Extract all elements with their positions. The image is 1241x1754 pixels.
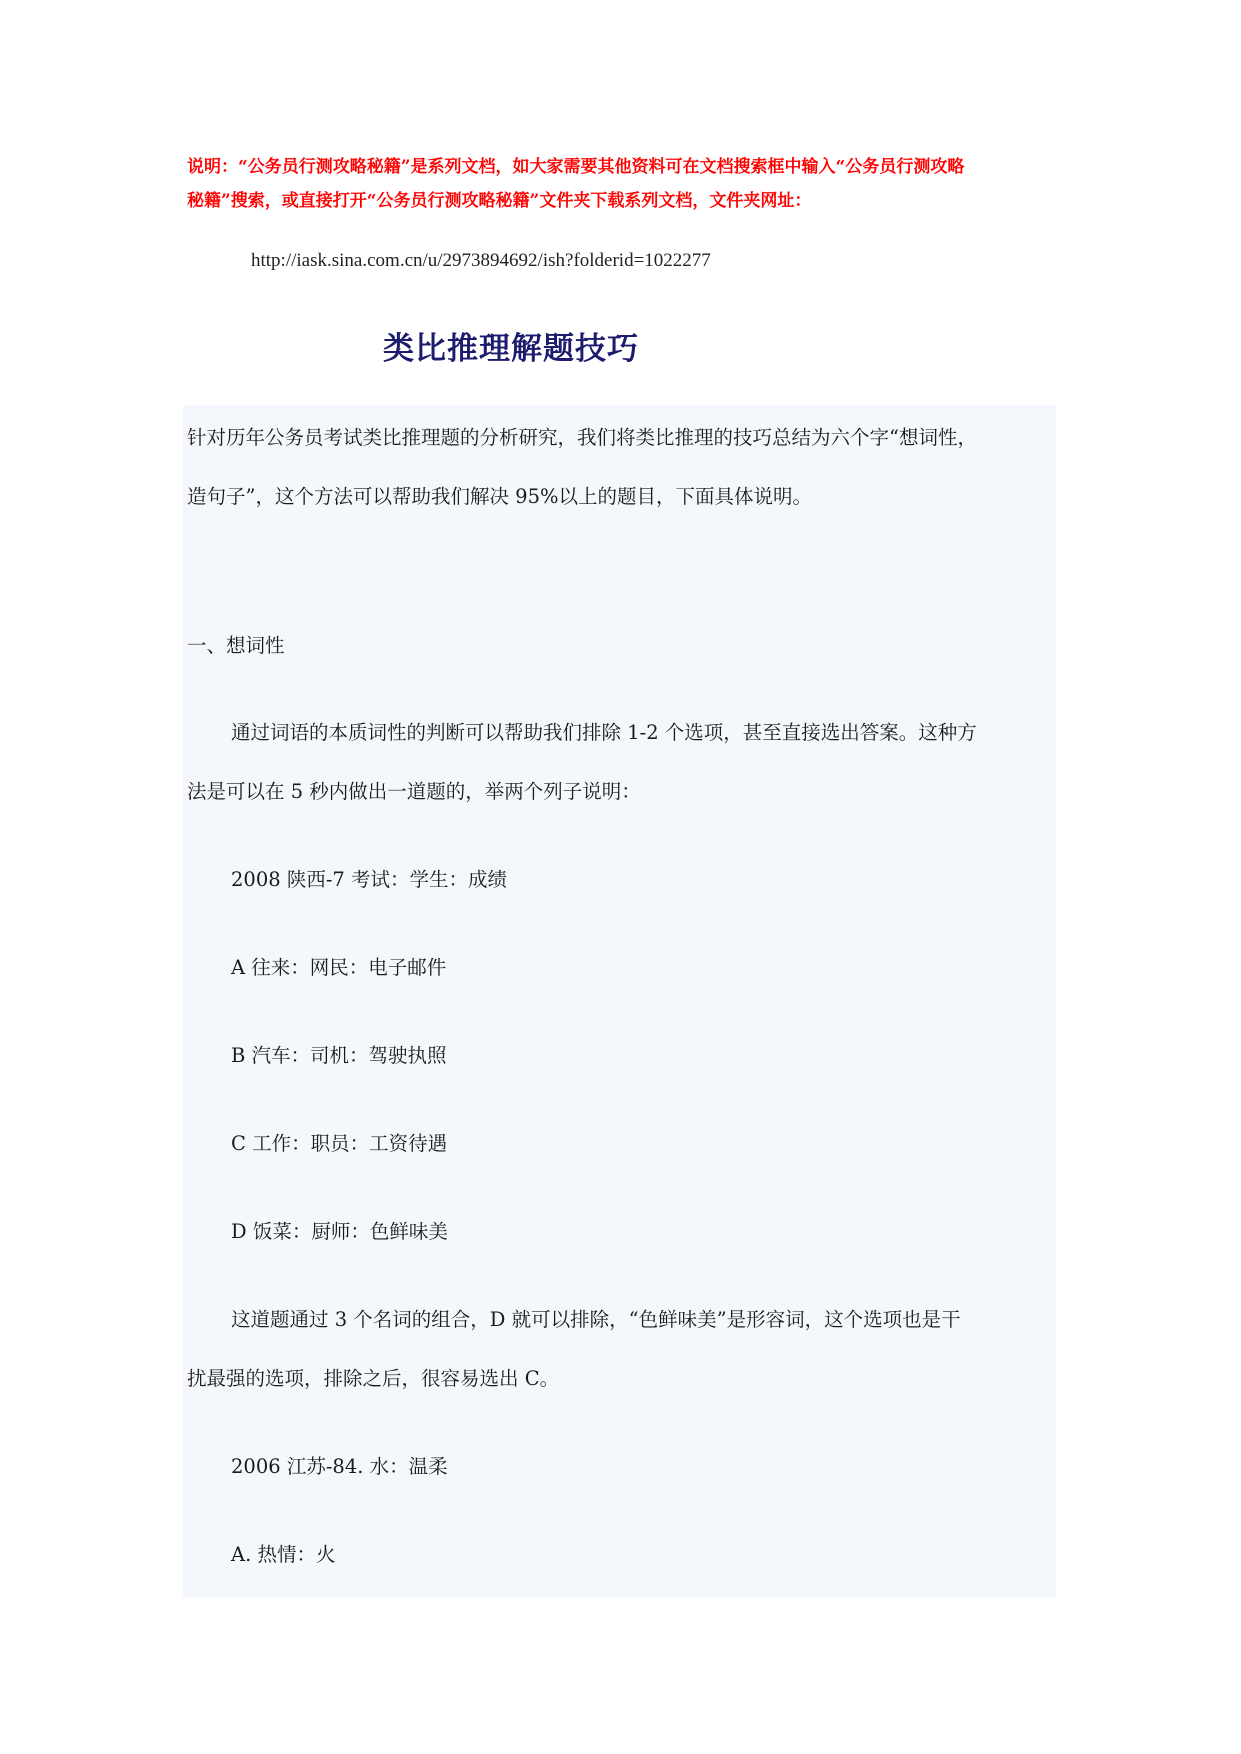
intro-line-2: 造句子”，这个方法可以帮助我们解决 95%以上的题目，下面具体说明。 (187, 485, 813, 508)
explanation1-line-1: 这道题通过 3 个名词的组合，D 就可以排除，“色鲜味美”是形容词，这个选项也是干 (231, 1308, 961, 1331)
content-panel (183, 405, 1056, 1598)
document-title: 类比推理解题技巧 (383, 331, 639, 367)
section-heading-cixing: 一、想词性 (187, 634, 285, 657)
example2-option-a: A. 热情：火 (231, 1543, 336, 1566)
example1-option-b: B 汽车：司机：驾驶执照 (231, 1044, 447, 1067)
section1-paragraph-line-2: 法是可以在 5 秒内做出一道题的，举两个列子说明： (187, 780, 641, 803)
notice-text-block (187, 150, 1057, 218)
notice-line-2: 秘籍”搜索，或直接打开“公务员行测攻略秘籍”文件夹下载系列文档，文件夹网址： (187, 191, 812, 211)
folder-url-link[interactable]: http://iask.sina.com.cn/u/2973894692/ish?folderid=1022277 (251, 250, 711, 271)
example1-option-d: D 饭菜：厨师：色鲜味美 (231, 1220, 448, 1243)
example1-option-a: A 往来：网民：电子邮件 (231, 956, 447, 979)
section1-paragraph-line-1: 通过词语的本质词性的判断可以帮助我们排除 1-2 个选项，甚至直接选出答案。这种方 (231, 721, 977, 744)
intro-line-1: 针对历年公务员考试类比推理题的分析研究，我们将类比推理的技巧总结为六个字“想词性， (187, 426, 977, 449)
example1-option-c: C 工作：职员：工资待遇 (231, 1132, 448, 1155)
example1-question: 2008 陕西-7 考试：学生：成绩 (231, 868, 508, 891)
example2-question: 2006 江苏-84. 水：温柔 (231, 1455, 448, 1478)
notice-line-1: 说明：“公务员行测攻略秘籍”是系列文档，如大家需要其他资料可在文档搜索框中输入“公务员行测攻略 (187, 157, 965, 177)
explanation1-line-2: 扰最强的选项，排除之后，很容易选出 C。 (187, 1367, 560, 1390)
